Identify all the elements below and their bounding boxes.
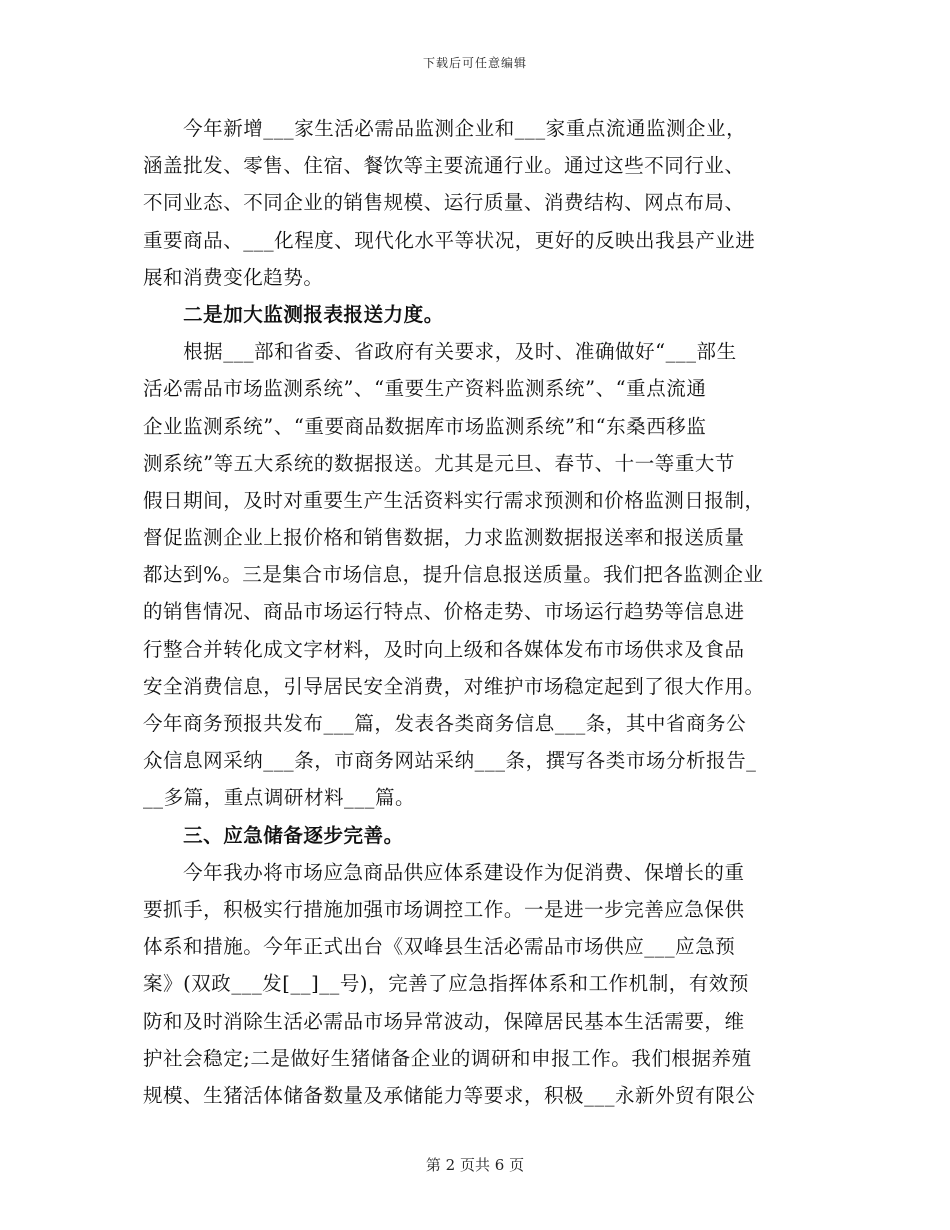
paragraph-line: 根据___部和省委、省政府有关要求，及时、准确做好“___部生 bbox=[143, 340, 737, 364]
paragraph-line: __多篇，重点调研材料___篇。 bbox=[143, 786, 416, 810]
paragraph-line: 行整合并转化成文字材料，及时向上级和各媒体发布市场供求及食品 bbox=[143, 637, 745, 661]
paragraph-line: 的销售情况、商品市场运行特点、价格走势、市场运行趋势等信息进 bbox=[143, 600, 745, 624]
paragraph-line: 重要商品、___化程度、现代化水平等状况，更好的反映出我县产业进 bbox=[143, 228, 756, 252]
document-body bbox=[143, 110, 807, 1114]
paragraph-line: 都达到%。三是集合市场信息，提升信息报送质量。我们把各监测企业 bbox=[143, 563, 764, 587]
paragraph-line: 众信息网采纳___条，市商务网站采纳___条，撰写各类市场分析报告_ bbox=[143, 749, 757, 773]
paragraph-line: 今年新增___家生活必需品监测企业和___家重点流通监测企业， bbox=[143, 117, 747, 140]
paragraph-line: 今年我办将市场应急商品供应体系建设作为促消费、保增长的重 bbox=[143, 860, 745, 884]
section-heading-line: 二是加大监测报表报送力度。 bbox=[143, 302, 444, 326]
paragraph-line: 安全消费信息，引导居民安全消费，对维护市场稳定起到了很大作用。 bbox=[143, 674, 765, 698]
paragraph-line: 要抓手，积极实行措施加强市场调控工作。一是进一步完善应急保供 bbox=[143, 897, 745, 921]
page-footer: 第 2 页共 6 页 bbox=[425, 1156, 525, 1174]
paragraph-line: 涵盖批发、零售、住宿、餐饮等主要流通行业。通过这些不同行业、 bbox=[143, 154, 745, 178]
paragraph-line: 督促监测企业上报价格和销售数据，力求监测数据报送率和报送质量 bbox=[143, 526, 745, 550]
paragraph-line: 测系统”等五大系统的数据报送。尤其是元旦、春节、十一等重大节 bbox=[143, 451, 735, 475]
paragraph-line: 规模、生猪活体储备数量及承储能力等要求，积极___永新外贸有限公 bbox=[143, 1083, 756, 1107]
paragraph-line: 体系和措施。今年正式出台《双峰县生活必需品市场供应___应急预 bbox=[143, 935, 736, 959]
paragraph-line: 企业监测系统”、“重要商品数据库市场监测系统”和“东桑西移监 bbox=[143, 414, 707, 438]
paragraph-line: 不同业态、不同企业的销售规模、运行质量、消费结构、网点布局、 bbox=[143, 191, 745, 215]
section-heading-line: 三、应急储备逐步完善。 bbox=[143, 823, 404, 847]
paragraph-line: 今年商务预报共发布___篇，发表各类商务信息___条，其中省商务公 bbox=[143, 712, 747, 735]
paragraph-line: 防和及时消除生活必需品市场异常波动，保障居民基本生活需要，维 bbox=[143, 1009, 745, 1033]
page-header: 下载后可任意编辑 bbox=[422, 56, 527, 70]
paragraph-line: 假日期间，及时对重要生产生活资料实行需求预测和价格监测日报制， bbox=[143, 488, 765, 512]
paragraph-line: 活必需品市场监测系统”、“重要生产资料监测系统”、“重点流通 bbox=[143, 377, 707, 401]
paragraph-line: 案》(双政___发[__]__号)，完善了应急指挥体系和工作机制，有效预 bbox=[143, 972, 749, 996]
paragraph-line: 展和消费变化趋势。 bbox=[143, 265, 324, 289]
paragraph-line: 护社会稳定;二是做好生猪储备企业的调研和申报工作。我们根据养殖 bbox=[143, 1046, 752, 1070]
